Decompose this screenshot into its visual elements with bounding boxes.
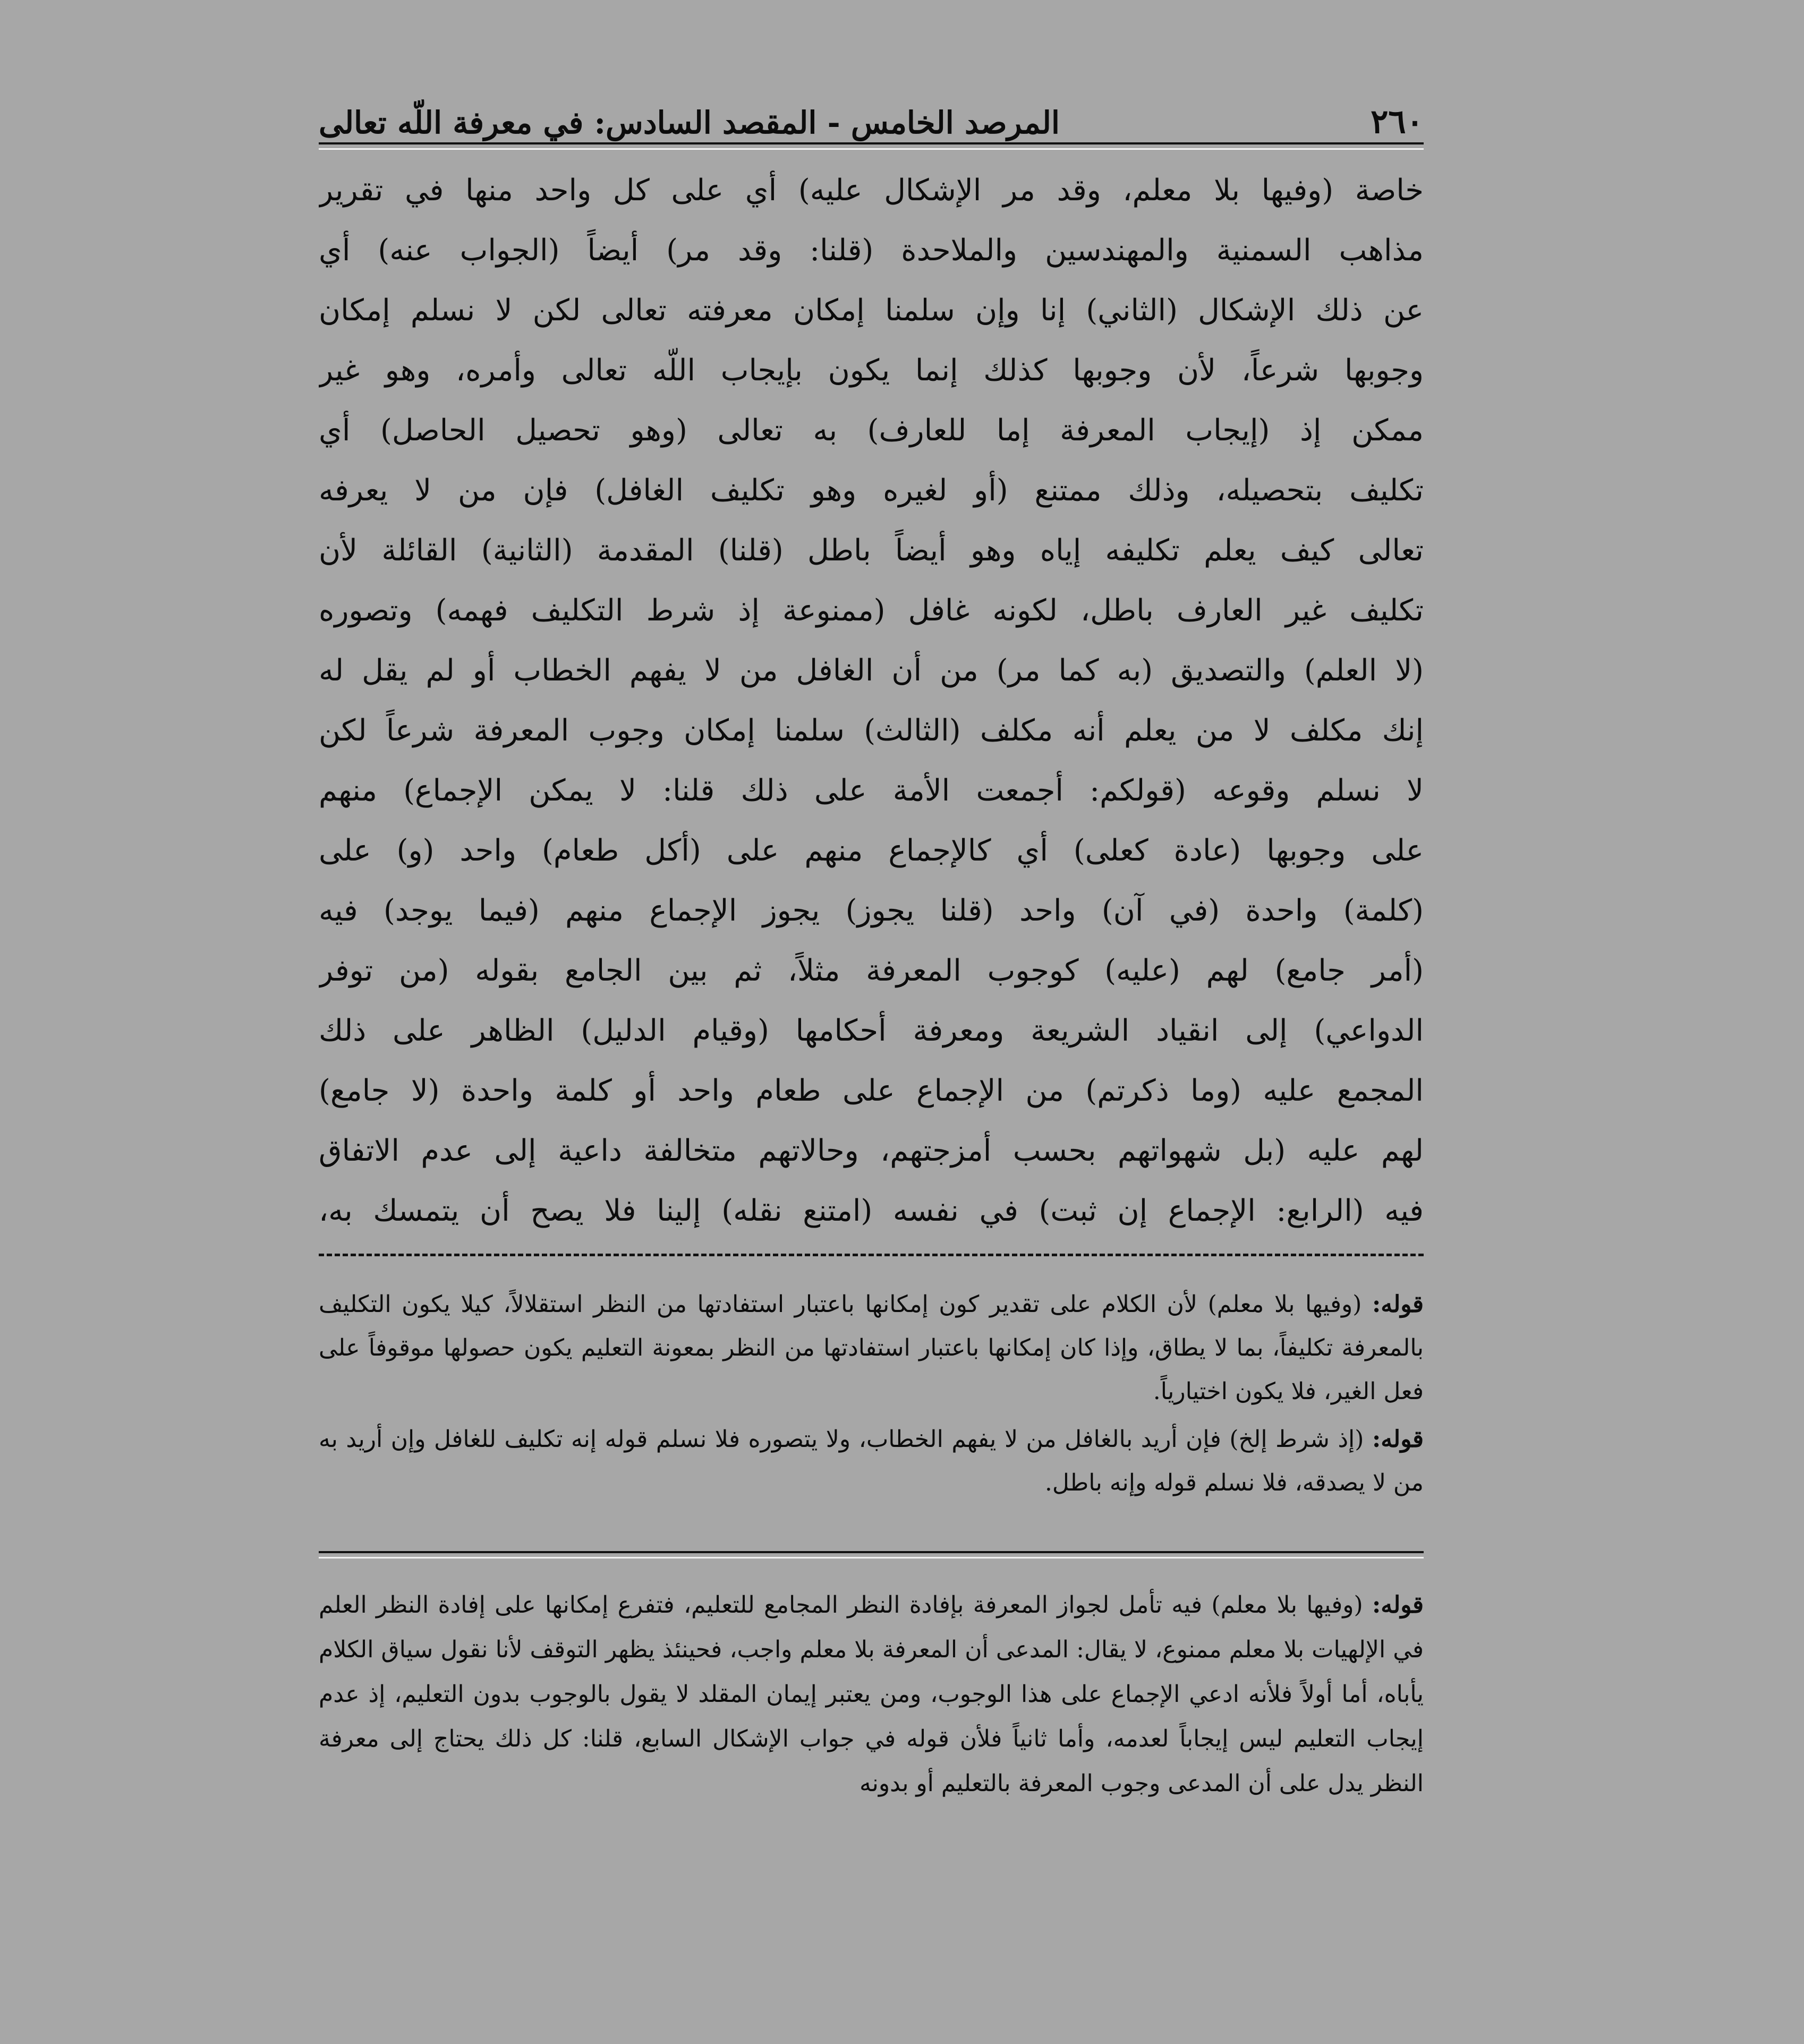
footnote-label: قوله: <box>1372 1291 1424 1318</box>
header-rule <box>319 142 1424 150</box>
text-line: لهم عليه (بل شهواتهم بحسب أمزجتهم، وحالاتهم متخالفة داعية إلى عدم الاتفاق <box>319 1134 1424 1168</box>
footnote <box>319 1418 1424 1505</box>
notes-rule <box>319 1551 1424 1558</box>
text-line: تكليف بتحصيله، وذلك ممتنع (أو لغيره وهو تكليف الغافل) فإن من لا يعرفه <box>319 473 1424 508</box>
footnote-label: قوله: <box>1372 1591 1424 1619</box>
dashed-separator <box>319 1254 1424 1256</box>
text-line: على وجوبها (عادة كعلى) أي كالإجماع منهم على (أكل طعام) واحد (و) على <box>319 833 1424 868</box>
text-line: مذاهب السمنية والمهندسين والملاحدة (قلنا: وقد مر) أيضاً (الجواب عنه) أي <box>319 233 1424 268</box>
running-title: المرصد الخامس - المقصد السادس: في معرفة اللّه تعالى <box>319 105 1060 141</box>
text-line: عن ذلك الإشكال (الثاني) إنا وإن سلمنا إمكان معرفته تعالى لكن لا نسلم إمكان <box>319 293 1424 328</box>
page-number: ٢٦٠ <box>1371 102 1424 141</box>
footnotes-second <box>319 1583 1424 1810</box>
footnote-label: قوله: <box>1372 1426 1424 1453</box>
text-line: فيه (الرابع: الإجماع إن ثبت) في نفسه (امتنع نقله) إلينا فلا يصح أن يتمسك به، <box>319 1194 1424 1228</box>
text-line: وجوبها شرعاً، لأن وجوبها كذلك إنما يكون بإيجاب اللّه تعالى وأمره، وهو غير <box>319 353 1424 388</box>
page-header <box>319 80 1424 141</box>
text-line: (لا العلم) والتصديق (به كما مر) من أن الغافل من لا يفهم الخطاب أو لم يقل له <box>319 653 1424 688</box>
footnote-text: (وفيها بلا معلم) لأن الكلام على تقدير كون إمكانها باعتبار استفادتها من النظر استقلالاً، كيلا يكون التكليف بالمعرفة تكليفاً، بما لا يطاق، وإذا كان إمكانها باعتبار استفادتها من النظر بمعونة التعليم يكون حصولها موقوفاً على فعل الغير، فلا يكون اختيارياً. <box>319 1291 1424 1405</box>
text-line: ممكن إذ (إيجاب المعرفة إما للعارف) به تعالى (وهو تحصيل الحاصل) أي <box>319 413 1424 448</box>
main-text <box>319 160 1424 1241</box>
footnotes-first <box>319 1283 1424 1509</box>
footnote-text: (إذ شرط إلخ) فإن أريد بالغافل من لا يفهم الخطاب، ولا يتصوره فلا نسلم قوله إنه تكليف للغافل وإن أريد به من لا يصدقه، فلا نسلم قوله وإنه باطل. <box>319 1426 1424 1496</box>
text-line: خاصة (وفيها بلا معلم، وقد مر الإشكال عليه) أي على كل واحد منها في تقرير <box>319 173 1424 208</box>
text-line: (أمر جامع) لهم (عليه) كوجوب المعرفة مثلاً، ثم بين الجامع بقوله (من توفر <box>319 953 1424 988</box>
text-line: لا نسلم وقوعه (قولكم: أجمعت الأمة على ذلك قلنا: لا يمكن الإجماع) منهم <box>319 773 1424 808</box>
text-line: (كلمة) واحدة (في آن) واحد (قلنا يجوز) يجوز الإجماع منهم (فيما يوجد) فيه <box>319 893 1424 928</box>
footnote <box>319 1583 1424 1806</box>
text-line: تعالى كيف يعلم تكليفه إياه وهو أيضاً باطل (قلنا) المقدمة (الثانية) القائلة لأن <box>319 533 1424 568</box>
text-line: المجمع عليه (وما ذكرتم) من الإجماع على طعام واحد أو كلمة واحدة (لا جامع) <box>319 1074 1424 1108</box>
text-line: الدواعي) إلى انقياد الشريعة ومعرفة أحكامها (وقيام الدليل) الظاهر على ذلك <box>319 1014 1424 1048</box>
footnote-text: (وفيها بلا معلم) فيه تأمل لجواز المعرفة بإفادة النظر المجامع للتعليم، فتفرع إمكانها على إفادة النظر العلم في الإلهيات بلا معلم ممنوع، لا يقال: المدعى أن المعرفة بلا معلم واجب، فحينئذ يظهر التوقف لأنا نقول سياق الكلام يأباه، أما أولاً فلأنه ادعي الإجماع على هذا الوجوب، ومن يعتبر إيمان المقلد لا يقول بالوجوب بدون التعليم، إذ عدم إيجاب التعليم ليس إيجاباً لعدمه، وأما ثانياً فلأن قوله في جواب الإشكال السابع، قلنا: كل ذلك يحتاج إلى معرفة النظر يدل على أن المدعى وجوب المعرفة بالتعليم أو بدونه <box>319 1591 1424 1797</box>
footnote <box>319 1283 1424 1413</box>
book-page <box>319 80 1424 1992</box>
text-line: إنك مكلف لا من يعلم أنه مكلف (الثالث) سلمنا إمكان وجوب المعرفة شرعاً لكن <box>319 713 1424 748</box>
text-line: تكليف غير العارف باطل، لكونه غافل (ممنوعة إذ شرط التكليف فهمه) وتصوره <box>319 593 1424 628</box>
